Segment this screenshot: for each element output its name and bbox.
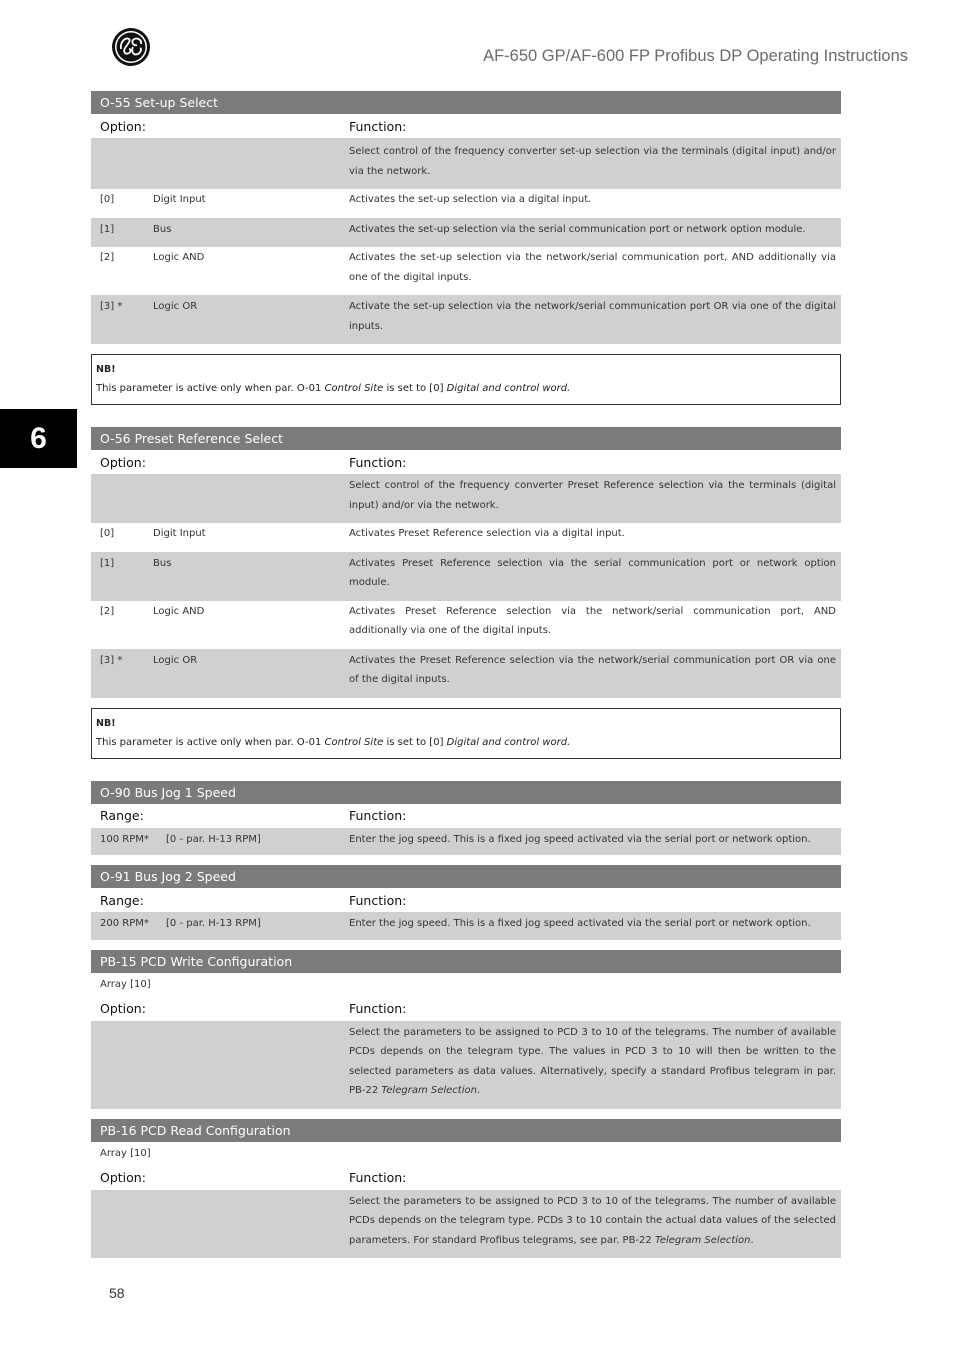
note-text: This parameter is active only when par. O-01 Control Site is set to [0] Digital and control word. <box>96 383 571 394</box>
table-row <box>91 295 841 344</box>
option-code: [0] <box>100 528 115 539</box>
intro-row <box>91 474 841 523</box>
section-title: PB-16 PCD Read Configuration <box>91 1119 841 1142</box>
option-code: [1] <box>100 557 115 569</box>
table-row <box>91 1190 841 1259</box>
range-limits: [0 - par. H-13 RPM] <box>166 833 261 845</box>
option-desc: Activates Preset Reference selection via the network/serial communication port, AND additionally via one of the digital inputs. <box>349 605 836 636</box>
option-code: [3] * <box>100 301 123 312</box>
note-label: NB! <box>96 364 116 375</box>
range-desc: Enter the jog speed. This is a fixed jog speed activated via the serial port or network option. <box>349 918 811 929</box>
note-box <box>91 354 841 405</box>
option-name: Digit Input <box>153 528 206 539</box>
col-function: Function: <box>349 118 407 134</box>
option-name: Bus <box>153 223 172 235</box>
option-desc: Activates the set-up selection via the network/serial communication port, AND additionally via one of the digital inputs. <box>349 252 836 283</box>
col-range: Range: <box>100 892 144 908</box>
option-desc: Activates the set-up selection via the serial communication port or network option module. <box>349 223 806 235</box>
col-range: Range: <box>100 808 144 823</box>
table-row <box>91 601 841 649</box>
array-size: Array [10] <box>100 978 151 990</box>
col-function: Function: <box>349 1001 407 1016</box>
col-function: Function: <box>349 808 407 823</box>
option-name: Bus <box>153 557 172 569</box>
chapter-tab: 6 <box>0 409 77 468</box>
col-function: Function: <box>349 454 407 470</box>
option-name: Logic OR <box>153 654 198 666</box>
section-o55 <box>91 91 841 344</box>
range-desc: Enter the jog speed. This is a fixed jog speed activated via the serial port or network option. <box>349 833 811 845</box>
range-default: 100 RPM* <box>100 833 149 845</box>
function-desc: Select the parameters to be assigned to PCD 3 to 10 of the telegrams. The number of available PCDs depends on the telegram type. The values in PCD 3 to 10 will then be written to the selected parameters as data values. Alternatively, specify a standard Profibus telegram in par. PB-22 Telegram Selection. <box>349 1026 836 1096</box>
option-name: Digit Input <box>153 194 206 205</box>
table-row <box>91 523 841 552</box>
page-content <box>91 91 841 1258</box>
table-row <box>91 218 841 248</box>
option-name: Logic AND <box>153 252 205 263</box>
option-desc: Activates the Preset Reference selection via the network/serial communication port OR via one of the digital inputs. <box>349 654 836 685</box>
note-text: This parameter is active only when par. O-01 Control Site is set to [0] Digital and control word. <box>96 736 571 748</box>
col-option: Option: <box>100 118 146 134</box>
table-row <box>91 189 841 218</box>
intro-row <box>91 138 841 189</box>
column-headers <box>91 804 841 828</box>
range-limits: [0 - par. H-13 RPM] <box>166 918 261 929</box>
column-headers <box>91 114 841 138</box>
ge-logo-icon <box>111 27 151 67</box>
function-desc: Select the parameters to be assigned to PCD 3 to 10 of the telegrams. The number of available PCDs depends on the telegram type. PCDs 3 to 10 contain the actual data values of the selected parameters. For standard Profibus telegrams, see par. PB-22 Telegram Selection. <box>349 1195 836 1246</box>
table-row <box>91 1021 841 1109</box>
col-function: Function: <box>349 892 407 908</box>
option-code: [2] <box>100 252 115 263</box>
array-size: Array [10] <box>100 1147 151 1159</box>
section-o56 <box>91 427 841 698</box>
section-title: O-56 Preset Reference Select <box>91 427 841 450</box>
intro-text: Select control of the frequency converter set-up selection via the terminals (digital input) and/or via the network. <box>349 146 836 177</box>
note-box <box>91 708 841 759</box>
option-code: [1] <box>100 223 115 235</box>
column-headers <box>91 1166 841 1190</box>
option-name: Logic AND <box>153 605 205 617</box>
table-row <box>91 828 841 856</box>
option-desc: Activates the set-up selection via a digital input. <box>349 194 592 205</box>
option-name: Logic OR <box>153 301 198 312</box>
table-row <box>91 649 841 698</box>
option-desc: Activate the set-up selection via the network/serial communication port OR via one of the digital inputs. <box>349 301 836 332</box>
intro-text: Select control of the frequency converter Preset Reference selection via the terminals (digital input) and/or via the network. <box>349 480 836 511</box>
option-code: [3] * <box>100 654 123 666</box>
section-pb15 <box>91 950 841 1109</box>
col-function: Function: <box>349 1170 407 1185</box>
column-headers <box>91 450 841 474</box>
header-title: AF-650 GP/AF-600 FP Profibus DP Operating Instructions <box>483 47 908 65</box>
section-title: O-91 Bus Jog 2 Speed <box>91 865 841 888</box>
page-number: 58 <box>109 1285 125 1301</box>
col-option: Option: <box>100 454 146 470</box>
section-title: PB-15 PCD Write Configuration <box>91 950 841 973</box>
col-option: Option: <box>100 1170 146 1185</box>
option-desc: Activates Preset Reference selection via the serial communication port or network option module. <box>349 557 836 588</box>
range-default: 200 RPM* <box>100 918 149 929</box>
section-title: O-55 Set-up Select <box>91 91 841 114</box>
section-title: O-90 Bus Jog 1 Speed <box>91 781 841 804</box>
column-headers <box>91 888 841 912</box>
section-o91 <box>91 865 841 940</box>
table-row <box>91 912 841 940</box>
section-pb16 <box>91 1119 841 1259</box>
option-code: [2] <box>100 605 115 617</box>
note-label: NB! <box>96 717 116 729</box>
column-headers <box>91 997 841 1021</box>
col-option: Option: <box>100 1001 146 1016</box>
table-row <box>91 552 841 601</box>
section-o90 <box>91 781 841 856</box>
option-desc: Activates Preset Reference selection via a digital input. <box>349 528 625 539</box>
table-row <box>91 247 841 295</box>
option-code: [0] <box>100 194 115 205</box>
